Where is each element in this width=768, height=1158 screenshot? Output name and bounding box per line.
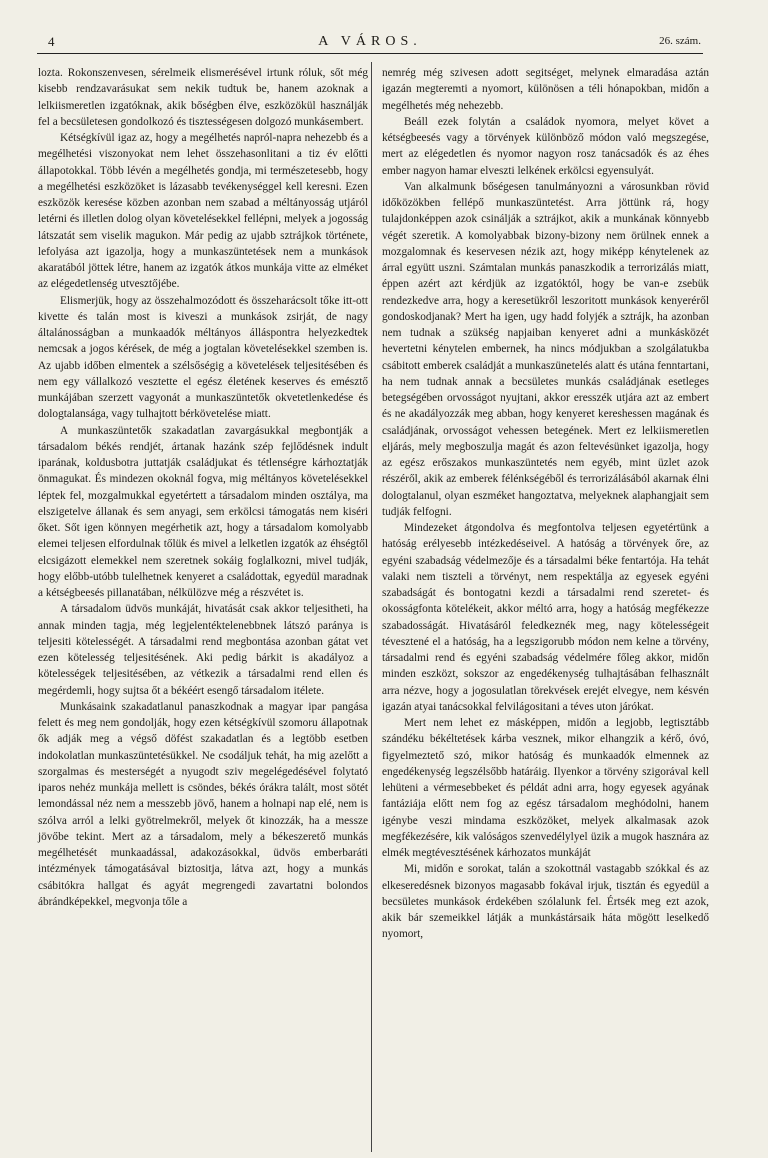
paragraph: Mert nem lehet ez másképpen, midőn a legjobb, legtisztább szándéku békéltetések kárba vesznek, mikor elhangzik a kérő, óvó, figyelmeztető szó, mikor hatóság és munkaadók elmennek az engedékenység legszélsőbb határáig. Ilyenkor a törvény szigorával kell lehüteni a vérmesebbeket és példát adni arra, hogy egyesek agyának fantáziája előtt nem fog az egész társadalom meghódolni, hanem igénybe veszi mindama eszközöket, melyek alkalmasak azok megfékezésére, kik valóságos szenvedélylyel üzik a mugok hasznára az elmék megtévesztésének kárhozatos munkáját	[382, 717, 709, 859]
running-header	[37, 34, 703, 54]
left-column	[38, 65, 368, 910]
header-rule	[37, 53, 703, 54]
publication-title: A VÁROS.	[318, 34, 422, 49]
issue-number: 26. szám.	[659, 35, 701, 47]
right-column	[382, 65, 709, 943]
column-divider	[371, 62, 372, 1152]
paragraph: lozta. Rokonszenvesen, sérelmeik elismerésével irtunk róluk, sőt még kisebb rendzavarásukat sem nekik tudtuk be, hanem azoknak a lelkiismeretlen izgatóknak, akik bőségben élve, eszközökül használják fel a becsületesen gondolkozó és tisztességesen dolgozó munkásembert.	[38, 67, 368, 128]
paragraph: Munkásaink szakadatlanul panaszkodnak a magyar ipar pangása felett és meg nem gondolják, hogy ezen kétségkívül szomoru állapotnak ők adják meg a végső döfést szakadatlan és a legtöbb esetben indokolatlan munkaszüntetésükkel. Ne csodáljuk tehát, ha mig azelőtt a szorgalmas és mesterségét a nyugodt sziv megelégedésével folytató iparos nehéz munkája mellett is csöndes, békés órákra talált, most sötét lemondással néz nem a messzebb jövő, hanem a holnapi nap elé, nem is szólva arról a lelki gyötrelmekről, melyek őt kinozzák, ha a messze jövőbe tekint. Mert az a társadalom, mely a békeszerető munkás megélhetését munkaadással, adakozásokkal, üdvös emberbaráti intézmények támogatásával biztositja, látva azt, hogy a munkás csábitókra hallgat és agyát megrengedi zavartatni bolondos ábrándképekkel, megvonja tőle a	[38, 700, 368, 908]
paragraph: Elismerjük, hogy az összehalmozódott és összeharácsolt tőke itt-ott kivette és talán most is kiveszi a munkások zsirját, de nagy általánosságban a munkaadók méltányos álláspontra helyezkedtek nemcsak a jogos kérések, de még a jogtalan követelésekkel szemben is. Az ujabb időben elmentek a szélsőségig a követelések teljesitésében és nem egy vállalkozó vesztette el egész életének keserves és emésztő munkájában szerzett vagyonát a munkaszüntetők okvetetlenkedése és dologtalansága, vagy tulhajtott bérkövetelése miatt.	[38, 294, 368, 421]
page-number: 4	[48, 34, 55, 49]
paragraph: Kétségkívül igaz az, hogy a megélhetés napról-napra nehezebb és a megélhetési viszonyokat nem lehet összehasonlitani a tiz év előtti állapotokkal. Több lévén a megélhetés gondja, mi természetesebb, hogy a megélhetési eszközöket is lázasabb tevékenységgel kell keresni. Ezen eszközök keresése közben azonban nem szabad a méltányosság utjáról letérni és illetlen dolog olyan követelésekkel fellépni, melyek a jogosság látszatát sem viselik magukon. Már pedig az ujabb sztrájkok története, lefolyása azt igazolja, hogy a munkaszüntetések nem a munkások akaratából jöttek létre, hanem az izgatók átkos munkája vitte az elméket az elégedetlenség utvesztőjébe.	[38, 132, 368, 291]
paragraph: Mindezeket átgondolva és megfontolva teljesen egyetértünk a hatóság erélyesebb intézkedéseivel. A hatóság a törvények őre, az egyéni szabadság védelmezője és a társadalmi béke fentartója. Ha tehát valaki nem tiszteli a törvényt, nem respektálja az egyesek egyéni szabadságát és bontogatni kezdi a társadalmi rend szeretet- és okosságfonta kötelékeit, akkor méltó arra, hogy a hatóság megfékezze szabadosságát. Hivatásáról feledkeznék meg, nagy kötelességeit tévesztené el a hatóság, ha a legszigorubb módon nem kelne a törvény, társadalmi rend és egyéni szabadság védelmére főleg akkor, midőn minden eszközt, sokszor az engedékenység tulhajtásában felhasznált arra nézve, hogy a jogosulatlan törekvések erejét elvegye, nem késvén igazán atyai tanácsokkal felvilágositani a téves uton járókat.	[382, 522, 709, 713]
paragraph: A munkaszüntetők szakadatlan zavargásukkal megbontják a társadalom békés rendjét, ártanak hazánk szép fejlődésnek indult iparának, koldusbotra juttatják családjukat és tétlenségre kárhoztatják önmagukat. És mindezen okoknál fogva, mig méltányos követelésekkel léptek fel, mozgalmukkal egyetértett a társadalom minden osztálya, ma elszigetelve állanak és sem anyagi, sem erkölcsi támogatás nem kiséri őket. Sőt igen könnyen megérhetik azt, hogy a társadalom komolyabb elemei teljesen elfordulnak tőlük és mivel a lelketlen izgatók az éhségtől elcsigázott elemekkel nem szeretnek sokáig foglalkozni, mivel tudják, hogy előbb-utóbb tulelhetnek kenyeret a családottak, egyedül maradnak a kétségbeesés pillanatában, nélkülözve még a részvétet is.	[38, 424, 368, 599]
paragraph: A társadalom üdvös munkáját, hivatását csak akkor teljesitheti, ha annak minden tagja, még legjelentéktelenebbnek látszó paránya is teljesiti kötelességét. A társadalmi rend megbontása azonban gátat vet ezen kötelesség teljesitésének. Aki pedig bárkit is akadályoz a kötelességek teljesitésében, az vétkezik a társadalmi rend ellen és megérdemli, hogy sujtsa őt a békéért esengő társadalom itélete.	[38, 603, 368, 697]
paragraph: Van alkalmunk bőségesen tanulmányozni a városunkban rövid időközökben fellépő munkaszüntetést. Arra jöttünk rá, hogy tulajdonképpen azok csinálják a sztrájkot, akik a munkának könnyebb végét szeretik. A komolyabbak bizony-bizony nem örülnek ennek a mozgalomnak és keservesen nézik azt, hogy miképp kénytelenek az árral együtt uszni. Számtalan munkás panaszkodik a terrorizálás miatt, éppen azért azt kérdjük az izgatóktól, hogy be van-e zsebük rendezkedve arra, hogy a keresetükről leszoritott munkások kenyeréről gondoskodjanak? Mert ha igen, ugy hadd folyjék a sztrájk, ha azonban nem tudnak a szükség napjaiban kenyeret adni a munkásközét hevertetni kénytelen embernek, ha nincs módjukban a szolgálatukba csábitott emberek családját a munkaszünetelés alatt és utána fenntartani, ha nem tudnak annak a becsületes munkás családjának esetleges betegségében orvosságot nyujtani, akkor eresszék utjára azt az embert és ne akadályozzák meg abban, hogy kenyeret kereshessen magának és családjának, orvosságot vehessen betegének. Mert ez lelkiismeretlen eljárás, mely megboszulja magát és azon feltevésünket igazolja, hogy az egész erőszakos munkaszüntetés nem egyéb, mint üzlet azok részéről, akik az emberek félénkségéből és terrorizálásából akarnak élni dologtalanul, olyan eszméket hangoztatva, melyeknek alaphangjait sem tudják felfogni.	[382, 180, 709, 518]
paragraph: nemrég még szivesen adott segitséget, melynek elmaradása aztán igazán megteremti a nyomort, különösen a téli hónapokban, midőn a megélhetés még nehezebb.	[382, 67, 709, 112]
paragraph: Beáll ezek folytán a családok nyomora, melyet követ a kétségbeesés vagy a törvények különböző módon való megszegése, mert az elégedetlen és nyomor nagyon rosz tanácsadók és az éhes ember nagyon hamar elveszti lelkének erkölcsi egyensulyát.	[382, 115, 709, 177]
paragraph: Mi, midőn e sorokat, talán a szokottnál vastagabb szókkal és az elkeseredésnek bizonyos magasabb fokával irjuk, tisztán és egyedül a becsületes munkások érdekében szólalunk fel. Értsék meg ezt azok, akik bár szemeikkel látják a munkástársaik háta mögött leselkedő nyomort,	[382, 863, 709, 941]
